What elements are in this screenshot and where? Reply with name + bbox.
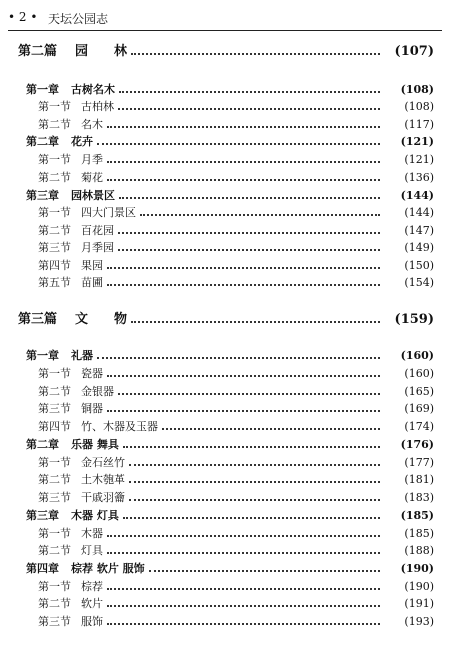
page-reference: (144)	[400, 189, 434, 202]
page-reference: (191)	[404, 597, 434, 610]
section-number: 第二节	[38, 118, 71, 131]
toc-entry-section	[0, 205, 450, 221]
dot-leader	[131, 321, 380, 323]
section-number: 第二节	[38, 473, 71, 486]
chapter-title: 棕荐 软片 服饰	[71, 562, 145, 575]
section-number: 第三节	[38, 241, 71, 254]
section-title: 菊花	[81, 171, 103, 184]
toc-entry-section	[0, 275, 450, 291]
page-reference: (150)	[404, 259, 434, 272]
dot-leader	[107, 179, 380, 181]
toc-entry-section	[0, 579, 450, 595]
toc-entry-section	[0, 614, 450, 630]
chapter-number: 第三章	[26, 189, 59, 202]
section-number: 第一节	[38, 527, 71, 540]
page-reference: (183)	[404, 491, 434, 504]
toc-entry-part	[0, 312, 450, 328]
dot-leader	[129, 499, 380, 501]
toc-entry-section	[0, 419, 450, 435]
page-reference: (193)	[404, 615, 434, 628]
chapter-title: 礼器	[71, 349, 93, 362]
toc-entry-section	[0, 170, 450, 186]
toc-entry-section	[0, 384, 450, 400]
toc-entry-part	[0, 44, 450, 60]
chapter-number: 第二章	[26, 135, 59, 148]
dot-leader	[118, 393, 380, 395]
toc-entry-chapter	[0, 348, 450, 364]
toc-entry-chapter	[0, 82, 450, 98]
toc-entry-section	[0, 543, 450, 559]
dot-leader	[119, 197, 380, 199]
section-title: 木器	[81, 527, 103, 540]
section-number: 第一节	[38, 100, 71, 113]
dot-leader	[118, 108, 380, 110]
toc-entry-chapter	[0, 134, 450, 150]
dot-leader	[107, 623, 380, 625]
dot-leader	[129, 481, 380, 483]
section-number: 第二节	[38, 171, 71, 184]
dot-leader	[131, 53, 380, 55]
page-reference: (160)	[404, 367, 434, 380]
page-reference: (185)	[404, 527, 434, 540]
page-reference: (185)	[400, 509, 434, 522]
section-number: 第一节	[38, 580, 71, 593]
toc-entry-section	[0, 240, 450, 256]
section-title: 竹、木器及玉器	[81, 420, 158, 433]
section-number: 第二节	[38, 544, 71, 557]
part-number: 第三篇	[18, 312, 58, 327]
dot-leader	[107, 535, 380, 537]
dot-leader	[107, 605, 380, 607]
page-reference: (181)	[404, 473, 434, 486]
dot-leader	[107, 284, 380, 286]
section-number: 第三节	[38, 615, 71, 628]
toc-entry-section	[0, 258, 450, 274]
section-title: 灯具	[81, 544, 103, 557]
part-title: 文 物	[75, 312, 128, 327]
part-title: 园 林	[75, 44, 128, 59]
section-title: 铜器	[81, 402, 103, 415]
toc-entry-chapter	[0, 508, 450, 524]
section-number: 第二节	[38, 597, 71, 610]
page-reference: (174)	[404, 420, 434, 433]
dot-leader	[107, 375, 380, 377]
toc-entry-section	[0, 366, 450, 382]
section-number: 第二节	[38, 385, 71, 398]
section-title: 土木匏革	[81, 473, 125, 486]
dot-leader	[140, 214, 380, 216]
dot-leader	[129, 464, 380, 466]
chapter-number: 第三章	[26, 509, 59, 522]
toc-entry-section	[0, 117, 450, 133]
book-title: 天坛公园志	[48, 12, 109, 26]
chapter-title: 木器 灯具	[71, 509, 119, 522]
dot-leader	[97, 357, 380, 359]
chapter-title: 古树名木	[71, 83, 115, 96]
section-title: 金石丝竹	[81, 456, 125, 469]
page-reference: (144)	[404, 206, 434, 219]
page-reference: (169)	[404, 402, 434, 415]
toc-entry-section	[0, 401, 450, 417]
section-title: 百花园	[81, 224, 114, 237]
section-title: 金银器	[81, 385, 114, 398]
page-reference: (159)	[394, 312, 434, 327]
dot-leader	[107, 161, 380, 163]
chapter-title: 花卉	[71, 135, 93, 148]
page-reference: (177)	[404, 456, 434, 469]
section-number: 第四节	[38, 259, 71, 272]
page-reference: (117)	[404, 118, 434, 131]
toc-entry-section	[0, 526, 450, 542]
toc-entry-section	[0, 490, 450, 506]
dot-leader	[162, 428, 380, 430]
chapter-number: 第一章	[26, 83, 59, 96]
section-title: 软片	[81, 597, 103, 610]
toc-entry-section	[0, 223, 450, 239]
section-title: 月季园	[81, 241, 114, 254]
page-reference: (107)	[394, 44, 434, 59]
page-reference: (121)	[400, 135, 434, 148]
dot-leader	[123, 446, 380, 448]
section-title: 四大门景区	[81, 206, 136, 219]
section-number: 第一节	[38, 456, 71, 469]
chapter-number: 第二章	[26, 438, 59, 451]
page-reference: (188)	[404, 544, 434, 557]
page-reference: (108)	[404, 100, 434, 113]
page-reference: (108)	[400, 83, 434, 96]
toc-entry-section	[0, 596, 450, 612]
section-number: 第五节	[38, 276, 71, 289]
page-number: • 2 •	[8, 10, 38, 24]
chapter-number: 第一章	[26, 349, 59, 362]
section-title: 瓷器	[81, 367, 103, 380]
toc-entry-section	[0, 99, 450, 115]
section-number: 第一节	[38, 367, 71, 380]
toc-entry-section	[0, 455, 450, 471]
chapter-title: 乐器 舞具	[71, 438, 119, 451]
page-reference: (136)	[404, 171, 434, 184]
toc-entry-section	[0, 152, 450, 168]
page-reference: (121)	[404, 153, 434, 166]
chapter-title: 园林景区	[71, 189, 115, 202]
section-title: 古柏林	[81, 100, 114, 113]
toc-entry-chapter	[0, 561, 450, 577]
section-number: 第一节	[38, 153, 71, 166]
dot-leader	[97, 143, 380, 145]
section-title: 果园	[81, 259, 103, 272]
page-reference: (154)	[404, 276, 434, 289]
chapter-number: 第四章	[26, 562, 59, 575]
dot-leader	[118, 232, 380, 234]
toc-entry-chapter	[0, 188, 450, 204]
section-title: 名木	[81, 118, 103, 131]
toc-entry-chapter	[0, 437, 450, 453]
section-number: 第三节	[38, 491, 71, 504]
page-reference: (190)	[400, 562, 434, 575]
dot-leader	[123, 517, 380, 519]
dot-leader	[107, 552, 380, 554]
dot-leader	[118, 249, 380, 251]
dot-leader	[119, 91, 380, 93]
part-number: 第二篇	[18, 44, 58, 59]
section-number: 第二节	[38, 224, 71, 237]
dot-leader	[107, 126, 380, 128]
dot-leader	[107, 410, 380, 412]
section-number: 第四节	[38, 420, 71, 433]
page-reference: (160)	[400, 349, 434, 362]
section-title: 苗圃	[81, 276, 103, 289]
section-number: 第一节	[38, 206, 71, 219]
toc-entry-section	[0, 472, 450, 488]
page-reference: (149)	[404, 241, 434, 254]
page-reference: (176)	[400, 438, 434, 451]
page-reference: (190)	[404, 580, 434, 593]
section-title: 棕荐	[81, 580, 103, 593]
dot-leader	[107, 267, 380, 269]
section-title: 干戚羽籥	[81, 491, 125, 504]
dot-leader	[107, 588, 380, 590]
page-reference: (165)	[404, 385, 434, 398]
section-title: 服饰	[81, 615, 103, 628]
page-reference: (147)	[404, 224, 434, 237]
dot-leader	[149, 570, 380, 572]
section-title: 月季	[81, 153, 103, 166]
section-number: 第三节	[38, 402, 71, 415]
